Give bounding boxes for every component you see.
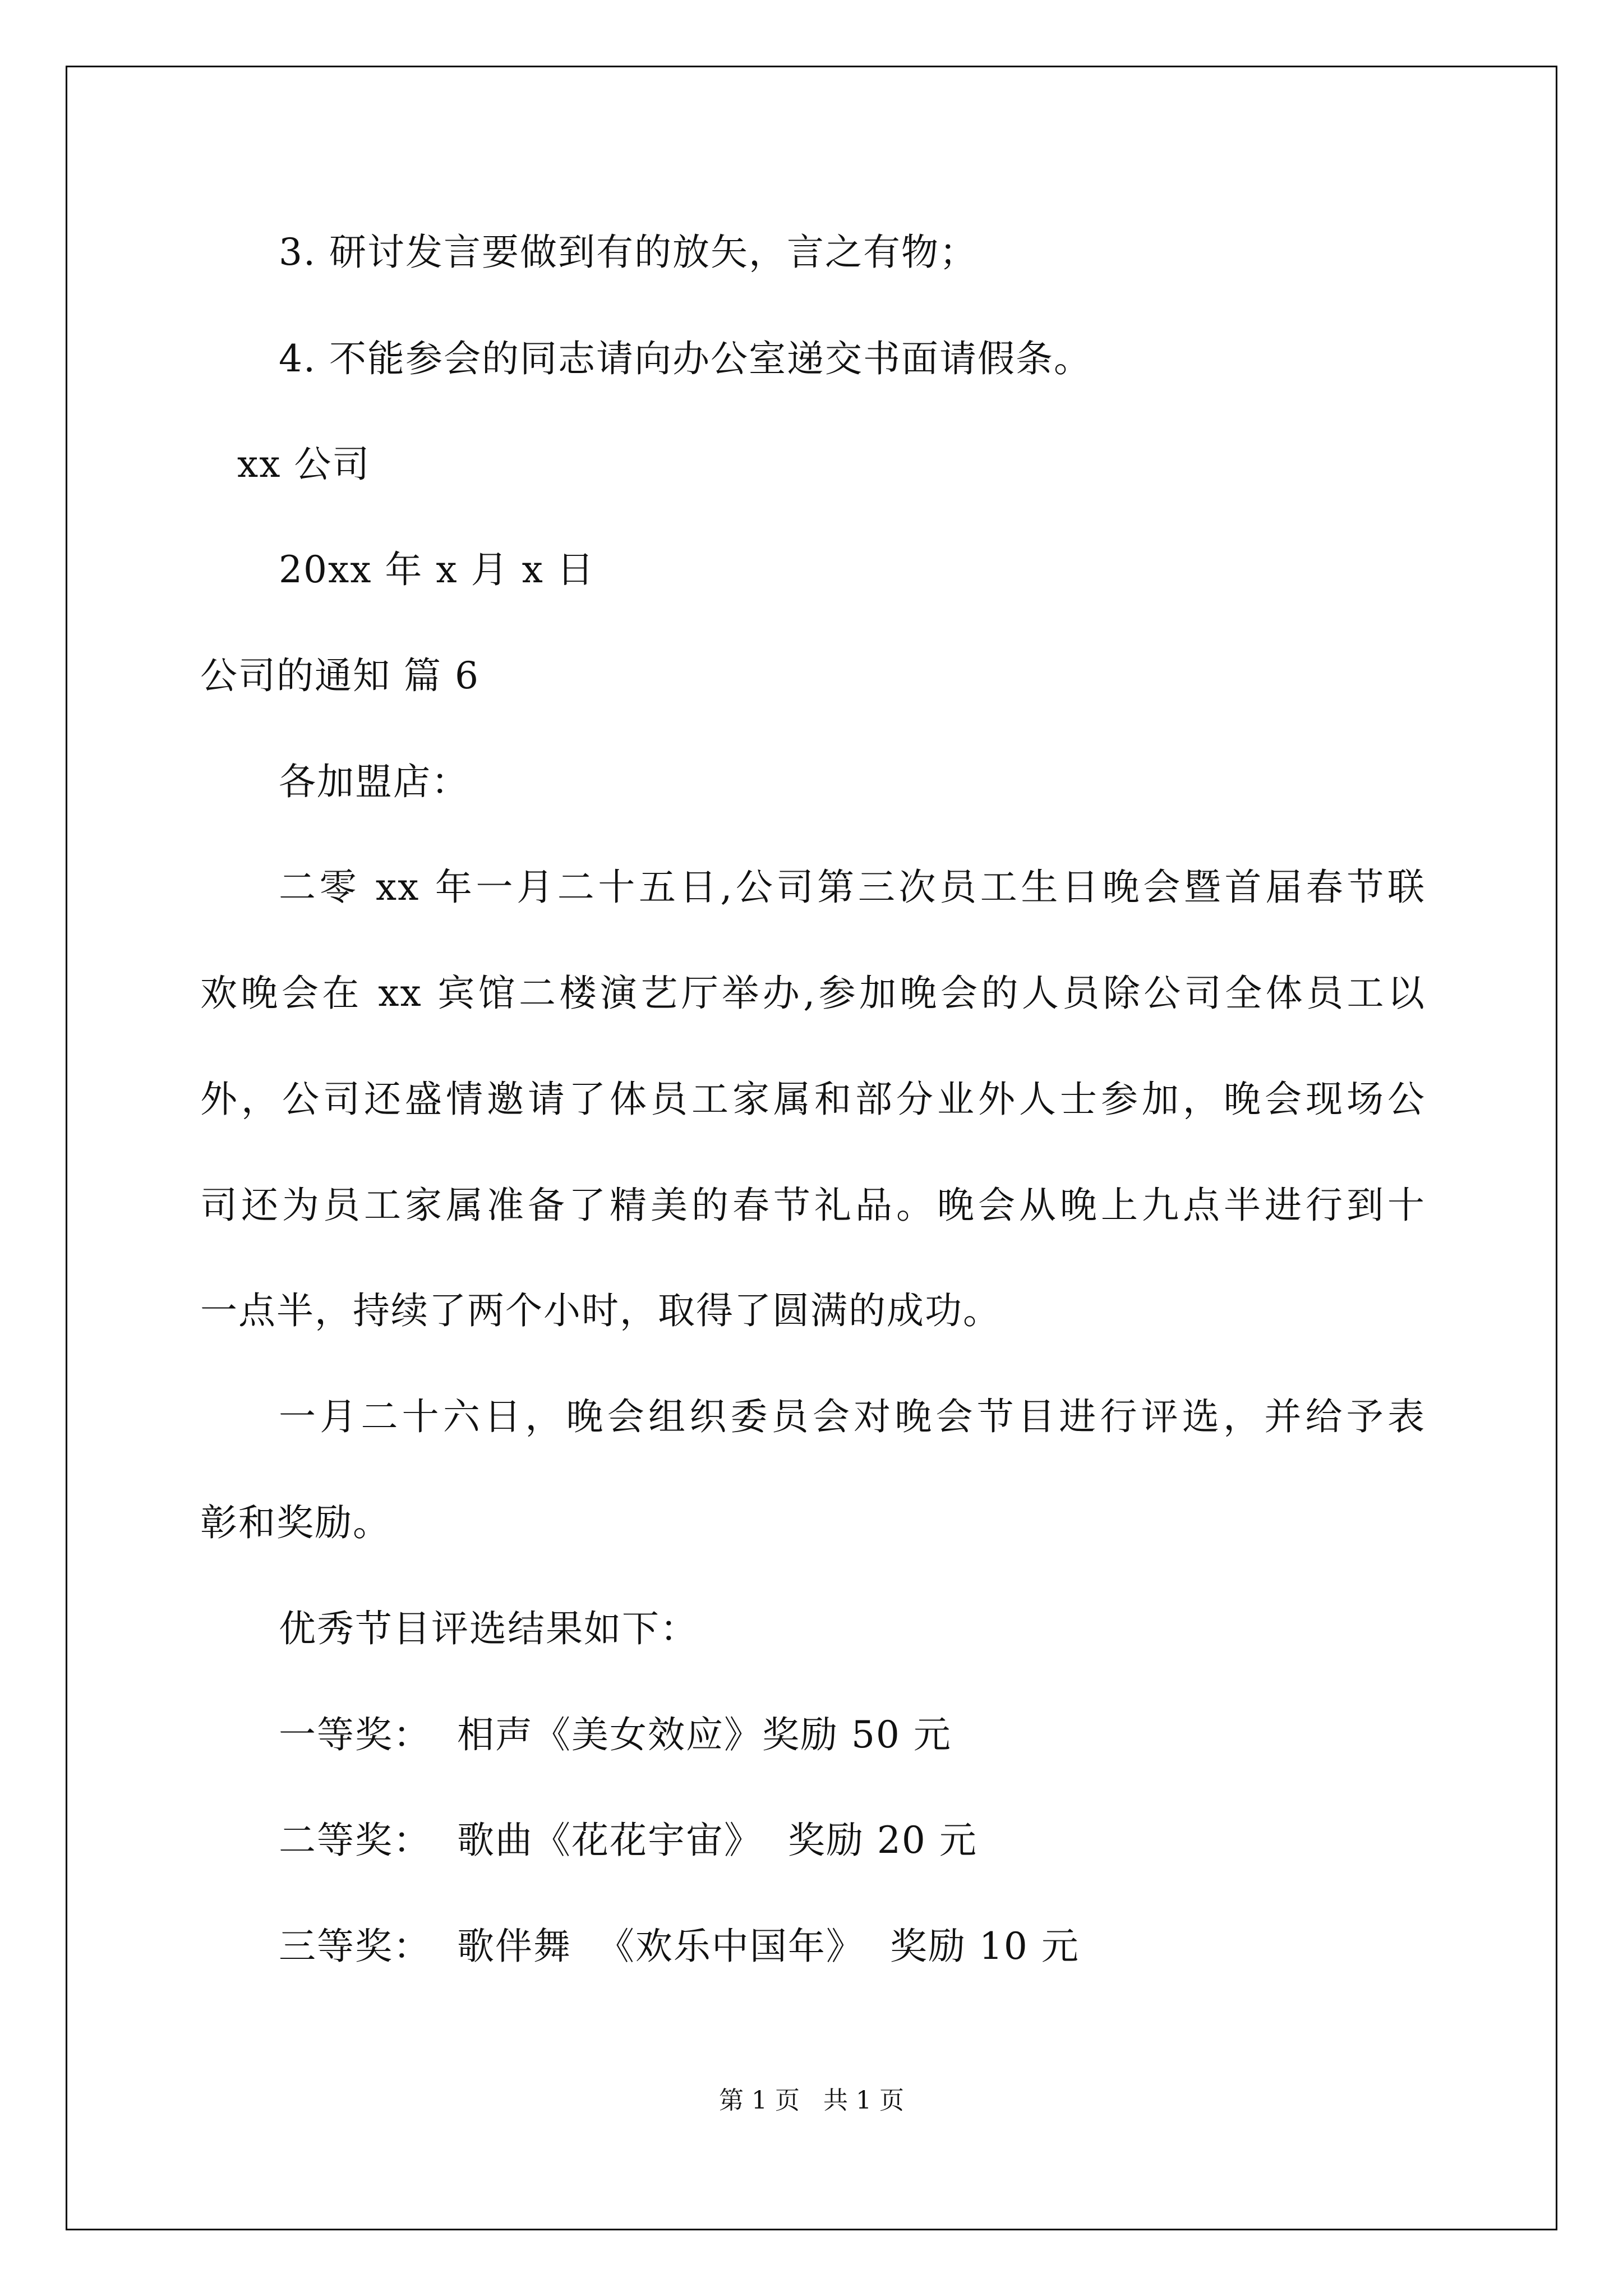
signature-company: xx 公司 [237, 443, 371, 486]
paragraph-line: 司还为员工家属准备了精美的春节礼品。晚会从晚上九点半进行到十 [200, 1184, 1426, 1227]
list-item-4: 4. 不能参会的同志请向办公室递交书面请假条。 [279, 337, 1092, 380]
award-first: 一等奖： 相声《美女效应》奖励 50 元 [279, 1713, 952, 1756]
results-intro: 优秀节目评选结果如下： [279, 1607, 698, 1650]
paragraph-line: 彰和奖励。 [200, 1501, 391, 1544]
award-third: 三等奖： 歌伴舞 《欢乐中国年》 奖励 10 元 [279, 1925, 1080, 1968]
salutation: 各加盟店： [279, 760, 469, 803]
paragraph-line: 欢晚会在 xx 宾馆二楼演艺厅举办,参加晚会的人员除公司全体员工以 [200, 972, 1426, 1015]
page-footer: 第 1 页 共 1 页 [719, 2086, 904, 2115]
award-second: 二等奖： 歌曲《花花宇宙》 奖励 20 元 [279, 1819, 978, 1862]
paragraph-line: 一月二十六日，晚会组织委员会对晚会节目进行评选，并给予表 [279, 1395, 1426, 1438]
paragraph-line: 一点半，持续了两个小时，取得了圆满的成功。 [200, 1289, 1001, 1332]
list-item-3: 3. 研讨发言要做到有的放矢，言之有物； [279, 231, 978, 274]
paragraph-line: 外，公司还盛情邀请了体员工家属和部分业外人士参加，晚会现场公 [200, 1078, 1426, 1121]
section-title: 公司的通知 篇 6 [200, 654, 479, 697]
signature-date: 20xx 年 x 月 x 日 [279, 548, 595, 591]
paragraph-line: 二零 xx 年一月二十五日,公司第三次员工生日晚会暨首届春节联 [279, 866, 1426, 909]
page-border [66, 66, 1557, 2230]
